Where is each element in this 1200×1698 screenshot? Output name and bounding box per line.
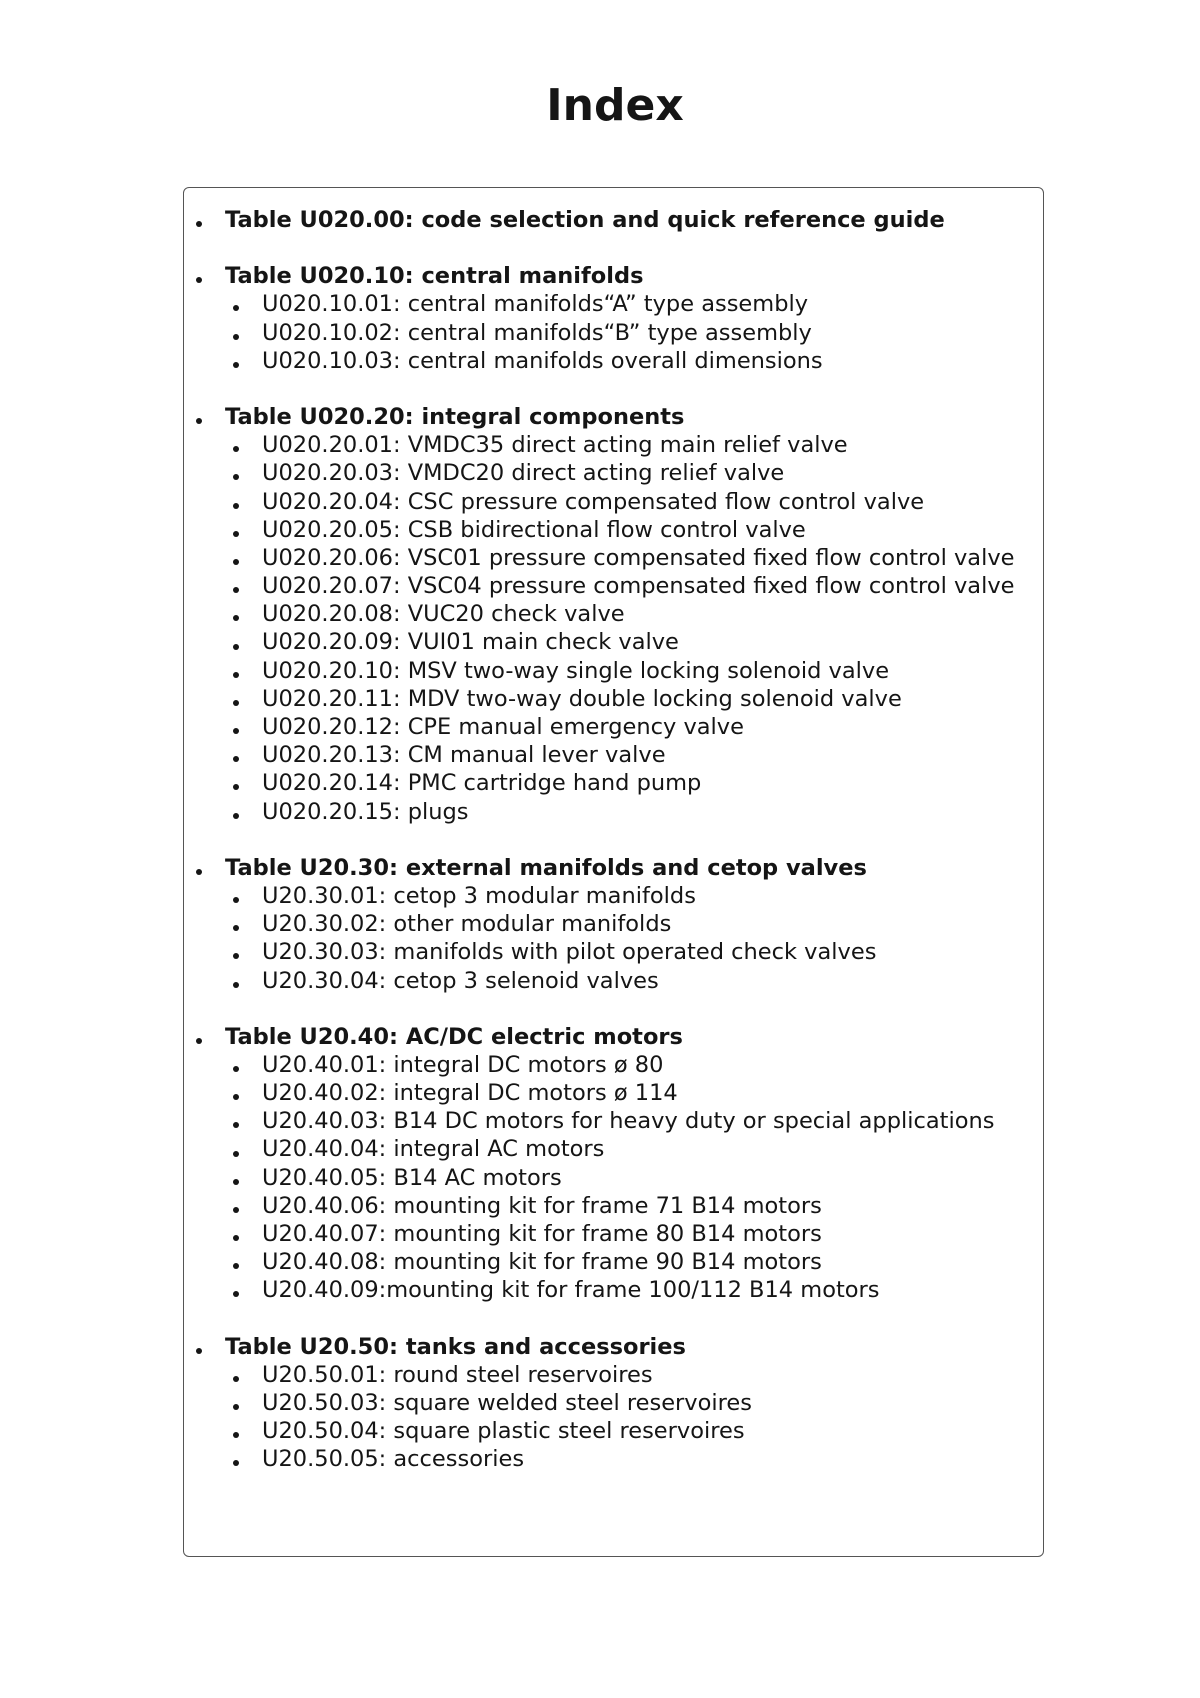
section-heading: Table U020.20: integral components [225, 403, 685, 430]
bullet-icon [233, 784, 239, 790]
index-entry [193, 516, 1033, 544]
bullet-icon [196, 1038, 202, 1044]
entry-label: U020.10.03: central manifolds overall dimensions [262, 347, 823, 374]
index-entry [193, 657, 1033, 685]
bullet-icon [233, 362, 239, 368]
entry-label: U020.20.05: CSB bidirectional flow control valve [262, 516, 806, 543]
index-section [193, 854, 1033, 995]
index-entry [193, 488, 1033, 516]
index-entry [193, 1192, 1033, 1220]
bullet-icon [196, 869, 202, 875]
index-entry [193, 882, 1033, 910]
bullet-icon [233, 953, 239, 959]
bullet-icon [233, 531, 239, 537]
entry-label: U020.20.08: VUC20 check valve [262, 601, 625, 628]
index-entry [193, 1389, 1033, 1417]
bullet-icon [233, 982, 239, 988]
index-entry [193, 1417, 1033, 1445]
bullet-icon [233, 1291, 239, 1297]
index-entry [193, 347, 1033, 375]
entry-label: U020.20.15: plugs [262, 798, 469, 825]
entry-label: U20.30.01: cetop 3 modular manifolds [262, 882, 696, 909]
index-entry [193, 798, 1033, 826]
entry-label: U020.20.03: VMDC20 direct acting relief valve [262, 460, 785, 487]
entry-label: U20.40.06: mounting kit for frame 71 B14 motors [262, 1192, 822, 1219]
entry-label: U020.20.07: VSC04 pressure compensated fixed flow control valve [262, 573, 1015, 600]
entry-label: U020.20.11: MDV two-way double locking solenoid valve [262, 685, 902, 712]
section-heading-row [193, 1333, 1033, 1361]
entry-label: U020.20.10: MSV two-way single locking solenoid valve [262, 657, 890, 684]
index-section [193, 403, 1033, 826]
section-heading: Table U20.30: external manifolds and cetop valves [225, 854, 867, 881]
section-heading-row [193, 403, 1033, 431]
bullet-icon [233, 813, 239, 819]
bullet-icon [233, 559, 239, 565]
entry-label: U020.20.14: PMC cartridge hand pump [262, 770, 702, 797]
entry-label: U20.40.09:mounting kit for frame 100/112 B14 motors [262, 1277, 880, 1304]
bullet-icon [233, 503, 239, 509]
section-heading: Table U20.40: AC/DC electric motors [225, 1023, 683, 1050]
index-entry [193, 685, 1033, 713]
index-section [193, 1023, 1033, 1305]
entry-label: U20.40.02: integral DC motors ø 114 [262, 1080, 678, 1107]
index-entry [193, 1051, 1033, 1079]
section-heading-row [193, 262, 1033, 290]
index-section [193, 206, 1033, 234]
entry-label: U020.10.01: central manifolds“A” type assembly [262, 291, 809, 318]
index-entry [193, 600, 1033, 628]
index-entry [193, 431, 1033, 459]
bullet-icon [233, 1404, 239, 1410]
section-heading: Table U20.50: tanks and accessories [225, 1333, 686, 1360]
index-entry [193, 1361, 1033, 1389]
index-entry [193, 1079, 1033, 1107]
index-entry [193, 1276, 1033, 1304]
bullet-icon [233, 1263, 239, 1269]
entry-label: U20.50.04: square plastic steel reservoires [262, 1418, 745, 1445]
entry-label: U020.20.09: VUI01 main check valve [262, 629, 679, 656]
bullet-icon [233, 1432, 239, 1438]
index-entry [193, 713, 1033, 741]
entry-label: U20.50.05: accessories [262, 1446, 525, 1473]
section-heading: Table U020.00: code selection and quick reference guide [225, 207, 945, 233]
bullet-icon [233, 1460, 239, 1466]
index-entry [193, 967, 1033, 995]
entry-label: U20.50.03: square welded steel reservoires [262, 1389, 752, 1416]
bullet-icon [233, 672, 239, 678]
entry-label: U20.30.02: other modular manifolds [262, 911, 672, 938]
section-heading-row [193, 854, 1033, 882]
index-entry [193, 1220, 1033, 1248]
bullet-icon [233, 1376, 239, 1382]
entry-label: U020.10.02: central manifolds“B” type assembly [262, 319, 812, 346]
bullet-icon [233, 925, 239, 931]
entry-label: U20.40.03: B14 DC motors for heavy duty or special applications [262, 1108, 995, 1135]
section-heading-row [193, 1023, 1033, 1051]
entry-label: U20.30.04: cetop 3 selenoid valves [262, 967, 659, 994]
entry-label: U20.40.04: integral AC motors [262, 1136, 605, 1163]
index-entry [193, 938, 1033, 966]
bullet-icon [233, 897, 239, 903]
index-entry [193, 319, 1033, 347]
bullet-icon [233, 1151, 239, 1157]
bullet-icon [233, 1094, 239, 1100]
index-section [193, 262, 1033, 375]
entry-label: U20.50.01: round steel reservoires [262, 1361, 653, 1388]
entry-label: U20.40.08: mounting kit for frame 90 B14 motors [262, 1249, 822, 1276]
bullet-icon [233, 615, 239, 621]
section-heading-row [193, 206, 1033, 234]
section-heading: Table U020.10: central manifolds [225, 263, 644, 290]
index-entry [193, 1164, 1033, 1192]
bullet-icon [233, 1122, 239, 1128]
entry-label: U020.20.13: CM manual lever valve [262, 742, 666, 769]
bullet-icon [196, 1348, 202, 1354]
bullet-icon [196, 221, 202, 227]
page-title: Index [546, 80, 684, 131]
bullet-icon [233, 305, 239, 311]
bullet-icon [233, 334, 239, 340]
index-entry [193, 1248, 1033, 1276]
index-list [193, 206, 1033, 1502]
entry-label: U20.40.07: mounting kit for frame 80 B14 motors [262, 1221, 822, 1247]
index-entry [193, 769, 1033, 797]
bullet-icon [233, 474, 239, 480]
bullet-icon [233, 1179, 239, 1185]
index-entry [193, 741, 1033, 769]
index-entry [193, 1135, 1033, 1163]
bullet-icon [233, 1207, 239, 1213]
bullet-icon [233, 446, 239, 452]
entry-label: U20.40.01: integral DC motors ø 80 [262, 1051, 664, 1078]
bullet-icon [196, 277, 202, 283]
index-entry [193, 628, 1033, 656]
bullet-icon [233, 728, 239, 734]
index-entry [193, 910, 1033, 938]
index-entry [193, 1107, 1033, 1135]
entry-label: U020.20.06: VSC01 pressure compensated fixed flow control valve [262, 544, 1015, 571]
index-entry [193, 290, 1033, 318]
index-section [193, 1333, 1033, 1474]
bullet-icon [233, 644, 239, 650]
bullet-icon [233, 1066, 239, 1072]
entry-label: U20.30.03: manifolds with pilot operated check valves [262, 939, 877, 966]
index-entry [193, 1445, 1033, 1473]
index-entry [193, 544, 1033, 572]
index-entry [193, 572, 1033, 600]
entry-label: U020.20.04: CSC pressure compensated flow control valve [262, 488, 925, 515]
bullet-icon [233, 756, 239, 762]
entry-label: U020.20.12: CPE manual emergency valve [262, 714, 744, 740]
bullet-icon [233, 1235, 239, 1241]
index-entry [193, 459, 1033, 487]
bullet-icon [233, 587, 239, 593]
entry-label: U20.40.05: B14 AC motors [262, 1164, 562, 1191]
bullet-icon [196, 418, 202, 424]
bullet-icon [233, 700, 239, 706]
entry-label: U020.20.01: VMDC35 direct acting main relief valve [262, 432, 848, 459]
